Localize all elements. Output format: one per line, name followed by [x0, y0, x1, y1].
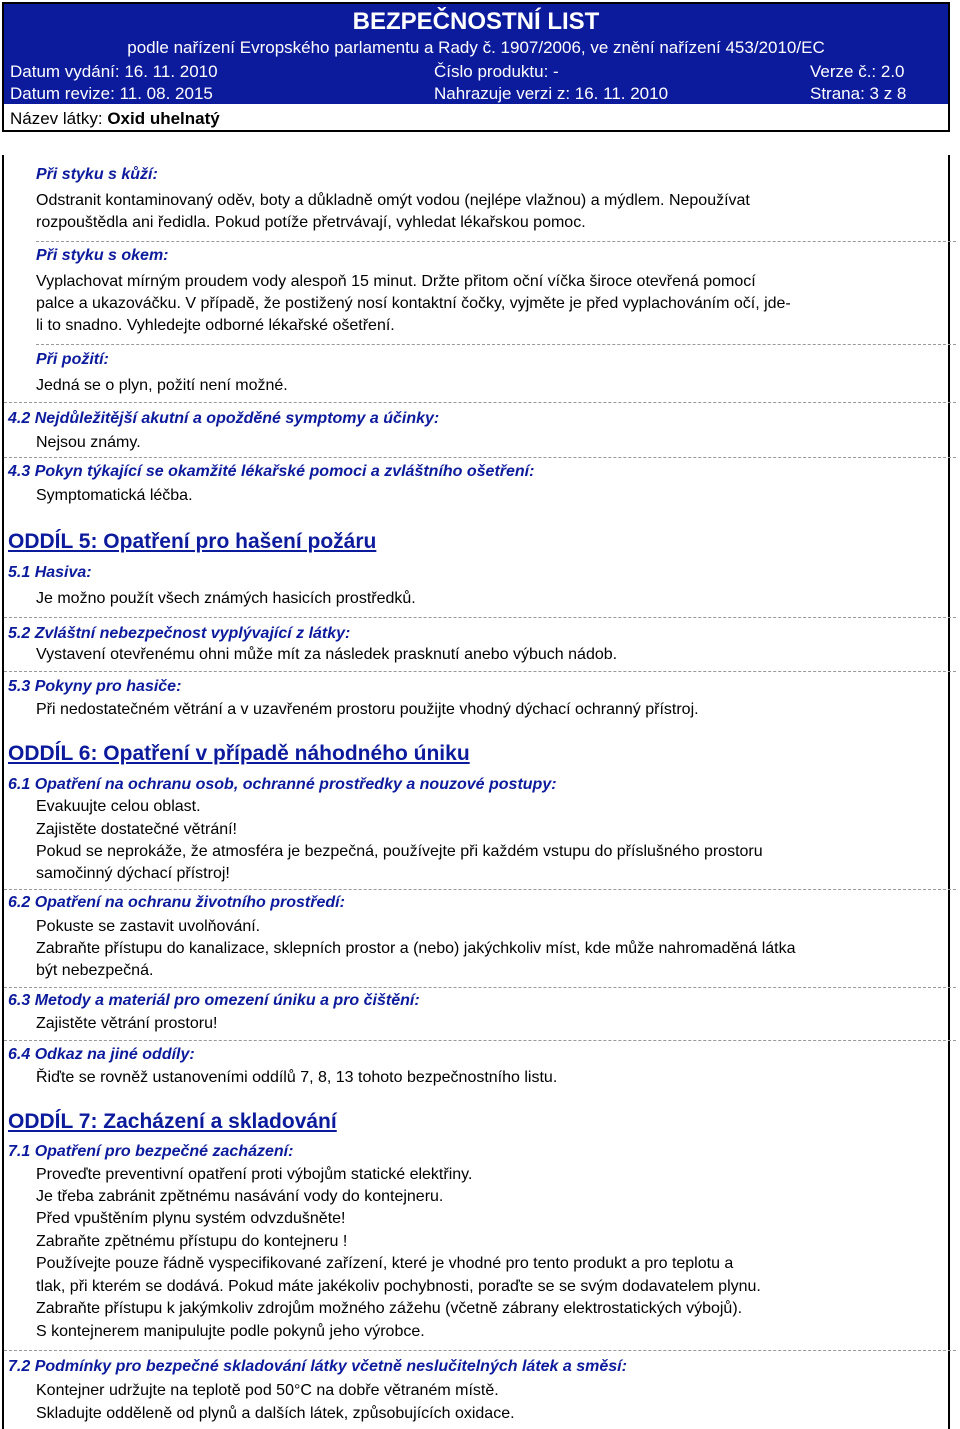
- section-6-2-line-3: být nebezpečná.: [36, 962, 154, 979]
- section-4-3-text: Symptomatická léčba.: [36, 487, 193, 504]
- section-7-1-line-6: tlak, při kterém se dodává. Pokud máte jakékoliv pochybnosti, poraďte se se svým dodavatelem plynu.: [36, 1278, 761, 1295]
- divider: [36, 241, 956, 242]
- section-7-1-line-5: Používejte pouze řádně vyspecifikované zařízení, které je vhodné pro tento produkt a pro teplotu a: [36, 1255, 734, 1272]
- section-4-2-text: Nejsou známy.: [36, 434, 141, 451]
- section-7-2-line-2: Skladujte odděleně od plynů a dalších látek, způsobujících oxidace.: [36, 1405, 515, 1422]
- substance-label: Název látky:: [10, 109, 103, 128]
- divider: [4, 1350, 956, 1351]
- section-7-1-line-7: Zabraňte přístupu k jakýmkoliv zdrojům možného zážehu (včetně zábrany elektrostatických výbojů).: [36, 1300, 743, 1317]
- section-5-3-text: Při nedostatečném větrání a v uzavřeném prostoru použijte vhodný dýchací ochranný přístroj.: [36, 701, 699, 718]
- skin-line-1: Odstranit kontaminovaný oděv, boty a důkladně omýt vodou (nejlépe vlažnou) a mýdlem. Nepoužívat: [36, 192, 750, 209]
- regulation-subtitle: podle nařízení Evropského parlamentu a Rady č. 1907/2006, ve znění nařízení 453/2010/EC: [127, 38, 825, 57]
- section-7-1-heading: 7.1 Opatření pro bezpečné zacházení:: [8, 1143, 294, 1160]
- section-6-title: ODDÍL 6: Opatření v případě náhodného úniku: [8, 742, 470, 765]
- divider: [4, 617, 956, 618]
- section-6-3-line-1: Zajistěte větrání prostoru!: [36, 1015, 218, 1032]
- version: Verze č.: 2.0: [810, 62, 905, 81]
- document-title: BEZPEČNOSTNÍ LIST: [352, 8, 600, 35]
- header-band: [4, 4, 948, 104]
- section-5-title: ODDÍL 5: Opatření pro hašení požáru: [8, 530, 377, 553]
- substance-name: Oxid uhelnatý: [107, 109, 220, 128]
- section-5-2-heading: 5.2 Zvláštní nebezpečnost vyplývající z látky:: [8, 625, 351, 642]
- section-7-1-line-2: Je třeba zabránit zpětnému nasávání vody do kontejneru.: [36, 1188, 444, 1205]
- divider: [4, 402, 956, 403]
- section-6-2-heading: 6.2 Opatření na ochranu životního prostředí:: [8, 894, 345, 911]
- section-7-2-line-1: Kontejner udržujte na teplotě pod 50°C na dobře větraném místě.: [36, 1382, 499, 1399]
- replaces-version: Nahrazuje verzi z: 16. 11. 2010: [434, 84, 669, 103]
- document-header: [2, 2, 950, 132]
- section-7-2-heading: 7.2 Podmínky pro bezpečné skladování látky včetně neslučitelných látek a směsí:: [8, 1358, 627, 1375]
- section-4-3-heading: 4.3 Pokyn týkající se okamžité lékařské pomoci a zvláštního ošetření:: [8, 463, 535, 480]
- skin-line-2: rozpouštědla ani ředidla. Pokud potíže přetrvávají, vyhledat lékařskou pomoc.: [36, 214, 586, 231]
- section-7-1-line-8: S kontejnerem manipulujte podle pokynů jeho výrobce.: [36, 1323, 425, 1340]
- section-6-1-line-1: Evakuujte celou oblast.: [36, 798, 201, 815]
- substance-row: [4, 104, 948, 134]
- divider: [36, 344, 956, 345]
- section-7-title: ODDÍL 7: Zacházení a skladování: [8, 1110, 337, 1133]
- eye-line-2: palce a ukazováčku. V případě, že postižený nosí kontaktní čočky, vyjměte je před vyplachováním očí, jde-: [36, 295, 791, 312]
- page-number: Strana: 3 z 8: [810, 84, 907, 103]
- section-7-1-line-1: Proveďte preventivní opatření proti výbojům statické elektřiny.: [36, 1166, 473, 1183]
- issue-date: Datum vydání: 16. 11. 2010: [10, 62, 218, 81]
- section-6-1-line-2: Zajistěte dostatečné větrání!: [36, 821, 237, 838]
- section-5-1-text: Je možno použít všech známých hasicích prostředků.: [36, 590, 416, 607]
- divider: [4, 889, 956, 890]
- product-number: Číslo produktu: -: [434, 62, 559, 81]
- ingestion-heading: Při požití:: [36, 351, 109, 368]
- divider: [4, 987, 956, 988]
- divider: [4, 457, 956, 458]
- section-6-4-heading: 6.4 Odkaz na jiné oddíly:: [8, 1046, 195, 1063]
- section-5-2-text: Vystavení otevřenému ohni může mít za následek prasknutí anebo výbuch nádob.: [36, 646, 618, 663]
- eye-line-1: Vyplachovat mírným proudem vody alespoň 15 minut. Držte přitom oční víčka široce otevřená pomocí: [36, 273, 756, 290]
- section-6-3-heading: 6.3 Metody a materiál pro omezení úniku a pro čištění:: [8, 992, 420, 1009]
- skin-heading: Při styku s kůží:: [36, 166, 158, 183]
- section-6-1-line-4: samočinný dýchací přístroj!: [36, 865, 230, 882]
- eye-heading: Při styku s okem:: [36, 247, 169, 264]
- divider: [4, 1040, 956, 1041]
- section-6-1-line-3: Pokud se neprokáže, že atmosféra je bezpečná, používejte při každém vstupu do příslušného prostoru: [36, 843, 763, 860]
- revision-date: Datum revize: 11. 08. 2015: [10, 84, 213, 103]
- section-4-2-heading: 4.2 Nejdůležitější akutní a opožděné symptomy a účinky:: [8, 410, 440, 427]
- divider: [4, 671, 956, 672]
- section-7-1-line-3: Před vpuštěním plynu systém odvzdušněte!: [36, 1210, 346, 1227]
- section-6-2-line-1: Pokuste se zastavit uvolňování.: [36, 918, 261, 935]
- ingestion-line: Jedná se o plyn, požití není možné.: [36, 377, 288, 394]
- section-5-1-heading: 5.1 Hasiva:: [8, 564, 92, 581]
- section-6-2-line-2: Zabraňte přístupu do kanalizace, sklepních prostor a (nebo) jakýchkoliv míst, kde může nahromaděná látka: [36, 940, 796, 957]
- section-7-1-line-4: Zabraňte zpětnému přístupu do kontejneru !: [36, 1233, 348, 1250]
- eye-line-3: li to snadno. Vyhledejte odborné lékařské ošetření.: [36, 317, 395, 334]
- section-6-1-heading: 6.1 Opatření na ochranu osob, ochranné prostředky a nouzové postupy:: [8, 776, 557, 793]
- section-6-4-line-1: Řiďte se rovněž ustanoveními oddílů 7, 8, 13 tohoto bezpečnostního listu.: [36, 1069, 558, 1086]
- section-5-3-heading: 5.3 Pokyny pro hasiče:: [8, 678, 182, 695]
